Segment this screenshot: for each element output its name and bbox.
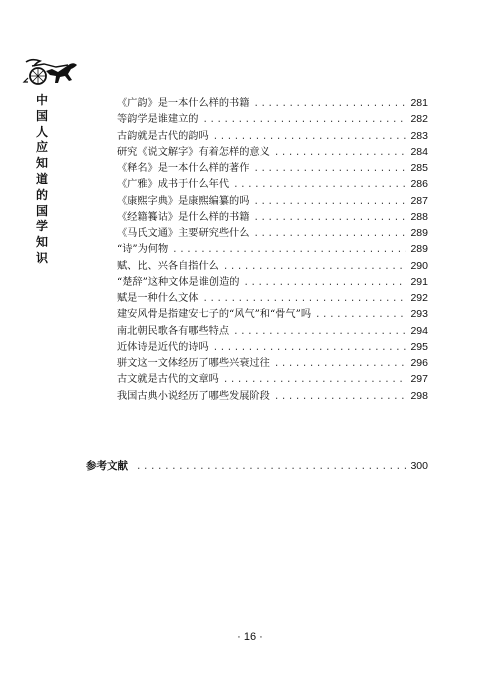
side-title-char: 道 <box>35 171 48 186</box>
toc-entry-page: 289 <box>410 243 428 256</box>
toc-entry[interactable] <box>117 192 428 208</box>
toc-entry[interactable] <box>117 305 428 321</box>
toc-entry-page: 293 <box>410 308 428 321</box>
toc-entry-page: 289 <box>410 227 428 239</box>
toc-entry-page: 285 <box>410 162 428 174</box>
side-title-char: 国 <box>35 203 48 218</box>
dot-leader <box>253 164 406 174</box>
toc-entry[interactable] <box>117 370 428 386</box>
references-page: 300 <box>410 460 428 472</box>
toc-entry[interactable] <box>117 257 428 273</box>
dot-leader <box>223 262 406 272</box>
side-title-char: 中 <box>35 93 48 107</box>
side-title-char: 人 <box>35 124 48 139</box>
references-title: 参考文献 <box>86 460 128 472</box>
dot-leader <box>243 278 406 288</box>
side-title-char: 知 <box>35 156 48 171</box>
toc-entry[interactable] <box>117 208 428 224</box>
toc-entry-page: 294 <box>410 324 428 337</box>
toc-entry[interactable] <box>117 175 428 191</box>
toc-entry-title: 《经籍籑诂》是什么样的书籍 <box>117 211 250 223</box>
toc-entry-title: 等韵学是谁建立的 <box>117 114 199 126</box>
toc-entry-page: 297 <box>410 373 428 386</box>
toc-entry-page: 284 <box>410 145 428 158</box>
dot-leader <box>253 197 406 207</box>
page-number: · 16 · <box>237 631 263 643</box>
dot-leader <box>203 294 407 304</box>
toc-entry-title: 赋是一种什么文体 <box>117 293 199 304</box>
toc-entry[interactable] <box>117 338 428 354</box>
toc-entry-page: 281 <box>410 97 428 109</box>
toc-entry[interactable] <box>117 322 428 338</box>
side-title-char: 应 <box>35 140 48 155</box>
toc-entry-page: 287 <box>410 194 428 207</box>
dot-leader <box>233 180 406 190</box>
dot-leader <box>253 213 406 223</box>
dot-leader <box>253 99 406 109</box>
dot-leader <box>274 392 406 402</box>
dot-leader <box>274 148 406 158</box>
toc-entry-title: “诗”为何物 <box>117 244 169 256</box>
toc-entry[interactable] <box>117 159 428 175</box>
dot-leader <box>136 462 406 472</box>
toc-entry-title: 我国古典小说经历了哪些发展阶段 <box>117 390 270 402</box>
toc-entry[interactable] <box>117 110 428 126</box>
dot-leader <box>203 115 407 125</box>
toc-entry[interactable] <box>117 143 428 159</box>
dot-leader <box>233 327 406 337</box>
horse-chariot-logo <box>22 52 82 92</box>
toc-entry-title: 古韵就是古代的韵吗 <box>117 130 209 142</box>
toc-entry[interactable] <box>117 354 428 370</box>
toc-entry-title: 《马氏文通》主要研究些什么 <box>117 228 250 239</box>
toc-entry-title: 骈文这一文体经历了哪些兴衰过往 <box>117 358 270 369</box>
toc-entry-page: 292 <box>410 292 428 304</box>
toc-entry-title: 研究《说文解字》有着怎样的意义 <box>117 146 270 158</box>
side-title-char: 学 <box>35 219 48 234</box>
side-title-char: 识 <box>35 250 48 265</box>
dot-leader <box>253 229 406 239</box>
dot-leader <box>315 310 406 320</box>
book-series-title <box>34 93 50 267</box>
toc-entry-title: 《康熙字典》是康熙编纂的吗 <box>117 195 250 207</box>
toc-entry-page: 282 <box>410 113 428 126</box>
side-title-char: 的 <box>35 187 48 202</box>
toc-entry[interactable] <box>117 240 428 256</box>
toc-entry-page: 296 <box>410 357 428 369</box>
dot-leader <box>223 375 406 385</box>
side-title-char: 国 <box>35 108 48 123</box>
toc-entry-page: 288 <box>410 210 428 223</box>
dot-leader <box>213 132 406 142</box>
dot-leader <box>274 359 406 369</box>
toc-entry-title: 《广雅》成书于什么年代 <box>117 179 230 191</box>
toc-entry-title: “楚辞”这种文体是谁创造的 <box>117 276 240 288</box>
toc-entry-page: 295 <box>410 340 428 353</box>
toc-entry-title: 《释名》是一本什么样的著作 <box>117 163 250 174</box>
toc-entry[interactable] <box>117 289 428 305</box>
toc-entry-page: 290 <box>410 259 428 272</box>
side-title-char: 知 <box>35 235 48 250</box>
toc-entry-title: 近体诗是近代的诗吗 <box>117 341 209 353</box>
toc-entry[interactable] <box>117 273 428 289</box>
toc-entry-page: 291 <box>410 275 428 288</box>
toc-entry[interactable] <box>117 224 428 240</box>
dot-leader <box>172 245 406 255</box>
toc-entry-page: 283 <box>410 129 428 142</box>
toc-entry-page: 298 <box>410 389 428 402</box>
toc-entry-page: 286 <box>410 178 428 191</box>
toc-entry-title: 建安风骨是指建安七子的“风气”和“骨气”吗 <box>117 309 312 321</box>
toc-entry-title: 赋、比、兴各自指什么 <box>117 260 219 272</box>
toc-entry[interactable] <box>117 387 428 403</box>
toc-entry[interactable] <box>117 94 428 110</box>
toc-entry-title: 古文就是古代的文章吗 <box>117 374 219 386</box>
toc-entry-title: 南北朝民歌各有哪些特点 <box>117 325 230 337</box>
table-of-contents <box>117 94 428 403</box>
toc-entry-title: 《广韵》是一本什么样的书籍 <box>117 98 250 109</box>
toc-entry[interactable] <box>117 127 428 143</box>
references-entry[interactable] <box>86 458 428 474</box>
dot-leader <box>213 343 406 353</box>
